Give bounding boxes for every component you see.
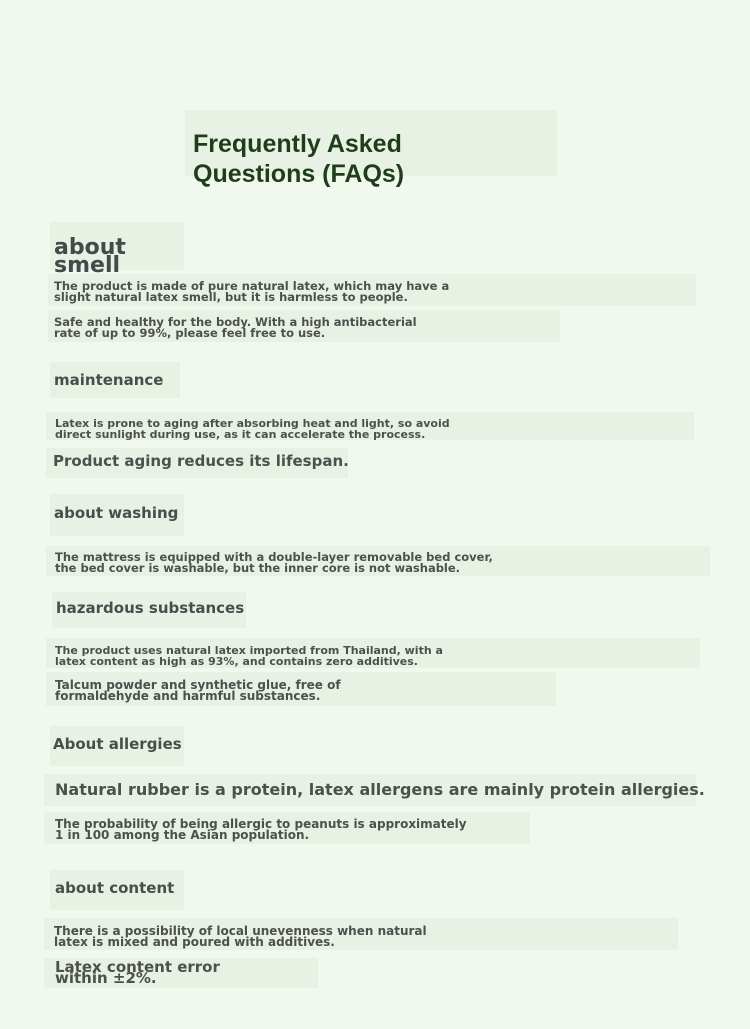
content-paragraph-1: There is a possibility of local unevenness when natural latex is mixed and poured with additives. bbox=[54, 924, 427, 949]
maintenance-paragraph-2: Product aging reduces its lifespan. bbox=[53, 452, 349, 470]
allergies-paragraph-2: The probability of being allergic to peanuts is approximately 1 in 100 among the Asian population. bbox=[55, 817, 467, 842]
content-paragraph-2: Latex content error within ±2%. bbox=[55, 958, 220, 987]
section-heading-maintenance: maintenance bbox=[54, 371, 164, 389]
section-heading-washing: about washing bbox=[54, 504, 179, 522]
hazardous-paragraph-2: Talcum powder and synthetic glue, free of formaldehyde and harmful substances. bbox=[55, 678, 341, 703]
washing-paragraph-1: The mattress is equipped with a double-layer removable bed cover, the bed cover is washable, but the inner core is not washable. bbox=[55, 550, 493, 575]
section-heading-allergies: About allergies bbox=[53, 735, 182, 753]
allergies-paragraph-1: Natural rubber is a protein, latex allergens are mainly protein allergies. bbox=[55, 780, 705, 799]
maintenance-paragraph-1: Latex is prone to aging after absorbing heat and light, so avoid direct sunlight during use, as it can accelerate the process. bbox=[55, 417, 450, 441]
section-heading-content: about content bbox=[55, 879, 175, 897]
smell-paragraph-1: The product is made of pure natural latex, which may have a slight natural latex smell, but it is harmless to people. bbox=[54, 279, 450, 304]
smell-paragraph-2: Safe and healthy for the body. With a high antibacterial rate of up to 99%, please feel free to use. bbox=[54, 315, 417, 340]
section-heading-smell: about smell bbox=[54, 235, 126, 278]
page-title: Frequently Asked Questions (FAQs) bbox=[193, 130, 405, 188]
section-heading-hazardous: hazardous substances bbox=[56, 599, 245, 617]
hazardous-paragraph-1: The product uses natural latex imported from Thailand, with a latex content as high as 93%, and contains zero additives. bbox=[55, 644, 443, 668]
